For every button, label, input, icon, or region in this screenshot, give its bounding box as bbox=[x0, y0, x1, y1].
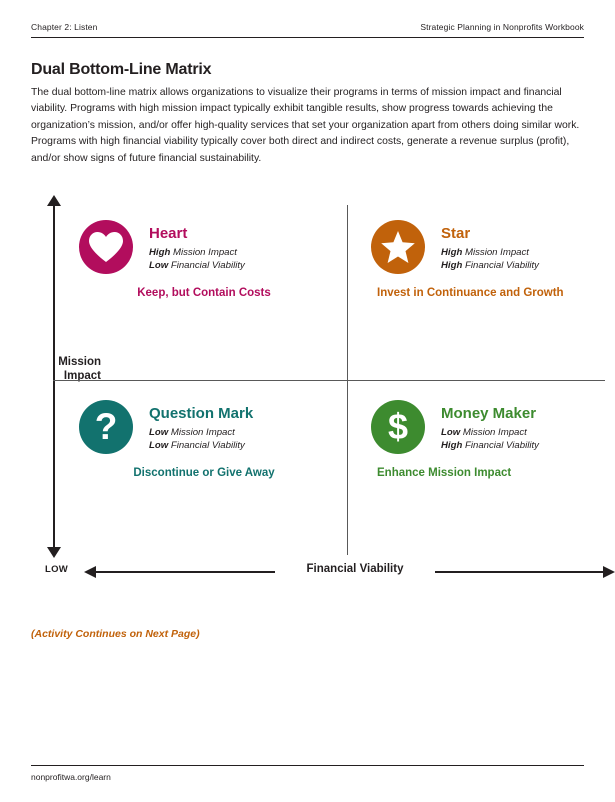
quadrant-star-attr-2 bbox=[441, 259, 539, 272]
quadrant-heart-action: Keep, but Contain Costs bbox=[137, 287, 271, 299]
quadrant-heart-attr-2 bbox=[149, 259, 245, 272]
quadrant-heart-attr-2-level: Low bbox=[149, 260, 169, 272]
quadrant-heart-attr-1-text: Mission Impact bbox=[170, 247, 237, 258]
page-title: Dual Bottom-Line Matrix bbox=[31, 61, 212, 78]
intro-paragraph: The dual bottom-line matrix allows organizations to visualize their programs in terms of mission impact and financial viability. Programs with high mission impact typically exhibit tangible results, show progress towards achieving the organization’s mission, and/or offer high-quality services that set your organization apart from others doing similar work. Programs with high financial viability typically cover both direct and indirect costs, generate a revenue surplus (profit), and/or show signs of future financial sustainability. bbox=[31, 87, 580, 164]
quadrant-money-maker-attr-1-level: Low bbox=[441, 427, 461, 438]
quadrant-money-maker-attr-2-level: High bbox=[441, 440, 463, 452]
quadrant-money-maker-text bbox=[441, 400, 539, 453]
quadrant-heart-attr-2-text: Financial Viability bbox=[168, 260, 245, 272]
quadrant-question-mark-attr-1-text: Mission Impact bbox=[168, 427, 235, 438]
page-footer: nonprofitwa.org/learn bbox=[31, 765, 584, 782]
quadrant-money-maker-attr-1-text: Mission Impact bbox=[460, 427, 527, 438]
svg-text:?: ? bbox=[94, 408, 118, 446]
quadrant-money-maker-header bbox=[371, 400, 615, 454]
y-axis-label-line-2: Impact bbox=[63, 370, 101, 382]
quadrant-money-maker-attr-2 bbox=[441, 439, 539, 452]
quadrant-star bbox=[371, 220, 615, 299]
x-axis-label: Financial Viability bbox=[306, 563, 404, 575]
question-mark-icon bbox=[79, 400, 133, 454]
y-axis-arrow-down-icon bbox=[47, 547, 61, 558]
y-axis-label-line-1: Mission bbox=[58, 356, 101, 368]
quadrant-money-maker-action: Enhance Mission Impact bbox=[377, 467, 512, 479]
quadrant-question-mark-attr-2-text: Financial Viability bbox=[168, 440, 245, 452]
header-workbook-title: Strategic Planning in Nonprofits Workbook bbox=[420, 22, 584, 32]
quadrant-star-header bbox=[371, 220, 615, 274]
quadrant-money-maker-attr-2-text: Financial Viability bbox=[462, 440, 539, 452]
quadrant-star-text bbox=[441, 220, 539, 273]
quadrant-money-maker-name: Money Maker bbox=[441, 405, 537, 422]
quadrant-star-attr-1 bbox=[441, 246, 539, 259]
x-axis-line-left bbox=[95, 571, 275, 573]
quadrant-star-name: Star bbox=[441, 225, 471, 242]
quadrant-star-attr-2-level: High bbox=[441, 260, 463, 272]
star-icon bbox=[371, 220, 425, 274]
activity-continues-note: (Activity Continues on Next Page) bbox=[31, 628, 200, 640]
quadrant-heart-name: Heart bbox=[149, 225, 188, 242]
quadrant-question-mark-action: Discontinue or Give Away bbox=[133, 467, 275, 479]
quadrant-vertical-divider bbox=[347, 205, 348, 555]
header-chapter-label: Chapter 2: Listen bbox=[31, 22, 98, 32]
dual-bottom-line-matrix bbox=[31, 195, 584, 585]
quadrant-star-attr-2-text: Financial Viability bbox=[462, 260, 539, 272]
svg-text:$: $ bbox=[387, 408, 409, 446]
quadrant-question-mark bbox=[79, 400, 339, 479]
quadrant-star-attr-1-text: Mission Impact bbox=[462, 247, 529, 258]
quadrant-heart-header bbox=[79, 220, 339, 274]
quadrant-question-mark-name: Question Mark bbox=[149, 405, 254, 422]
quadrant-question-mark-attr-2 bbox=[149, 439, 253, 452]
quadrant-heart-text bbox=[149, 220, 245, 273]
quadrant-question-mark-attr-2-level: Low bbox=[149, 440, 169, 452]
quadrant-question-mark-header bbox=[79, 400, 339, 454]
x-axis-line-right bbox=[435, 571, 605, 573]
quadrant-money-maker-attr-1 bbox=[441, 426, 539, 439]
heart-icon bbox=[79, 220, 133, 274]
quadrant-question-mark-attr-1 bbox=[149, 426, 253, 439]
x-axis-arrow-right-icon bbox=[603, 566, 615, 578]
x-axis-low-label: LOW bbox=[45, 564, 69, 575]
page-header bbox=[31, 22, 584, 38]
quadrant-horizontal-divider bbox=[53, 380, 605, 381]
quadrant-heart-attr-1-level: High bbox=[149, 247, 171, 258]
x-axis bbox=[45, 560, 605, 580]
quadrant-star-attr-1-level: High bbox=[441, 247, 463, 258]
quadrant-question-mark-attr-1-level: Low bbox=[149, 427, 169, 438]
quadrant-heart-attr-1 bbox=[149, 246, 245, 259]
quadrant-heart bbox=[79, 220, 339, 299]
dollar-sign-icon bbox=[371, 400, 425, 454]
quadrant-star-action: Invest in Continuance and Growth bbox=[377, 287, 564, 299]
quadrant-money-maker bbox=[371, 400, 615, 479]
quadrant-question-mark-text bbox=[149, 400, 253, 453]
y-axis-label bbox=[31, 355, 101, 383]
